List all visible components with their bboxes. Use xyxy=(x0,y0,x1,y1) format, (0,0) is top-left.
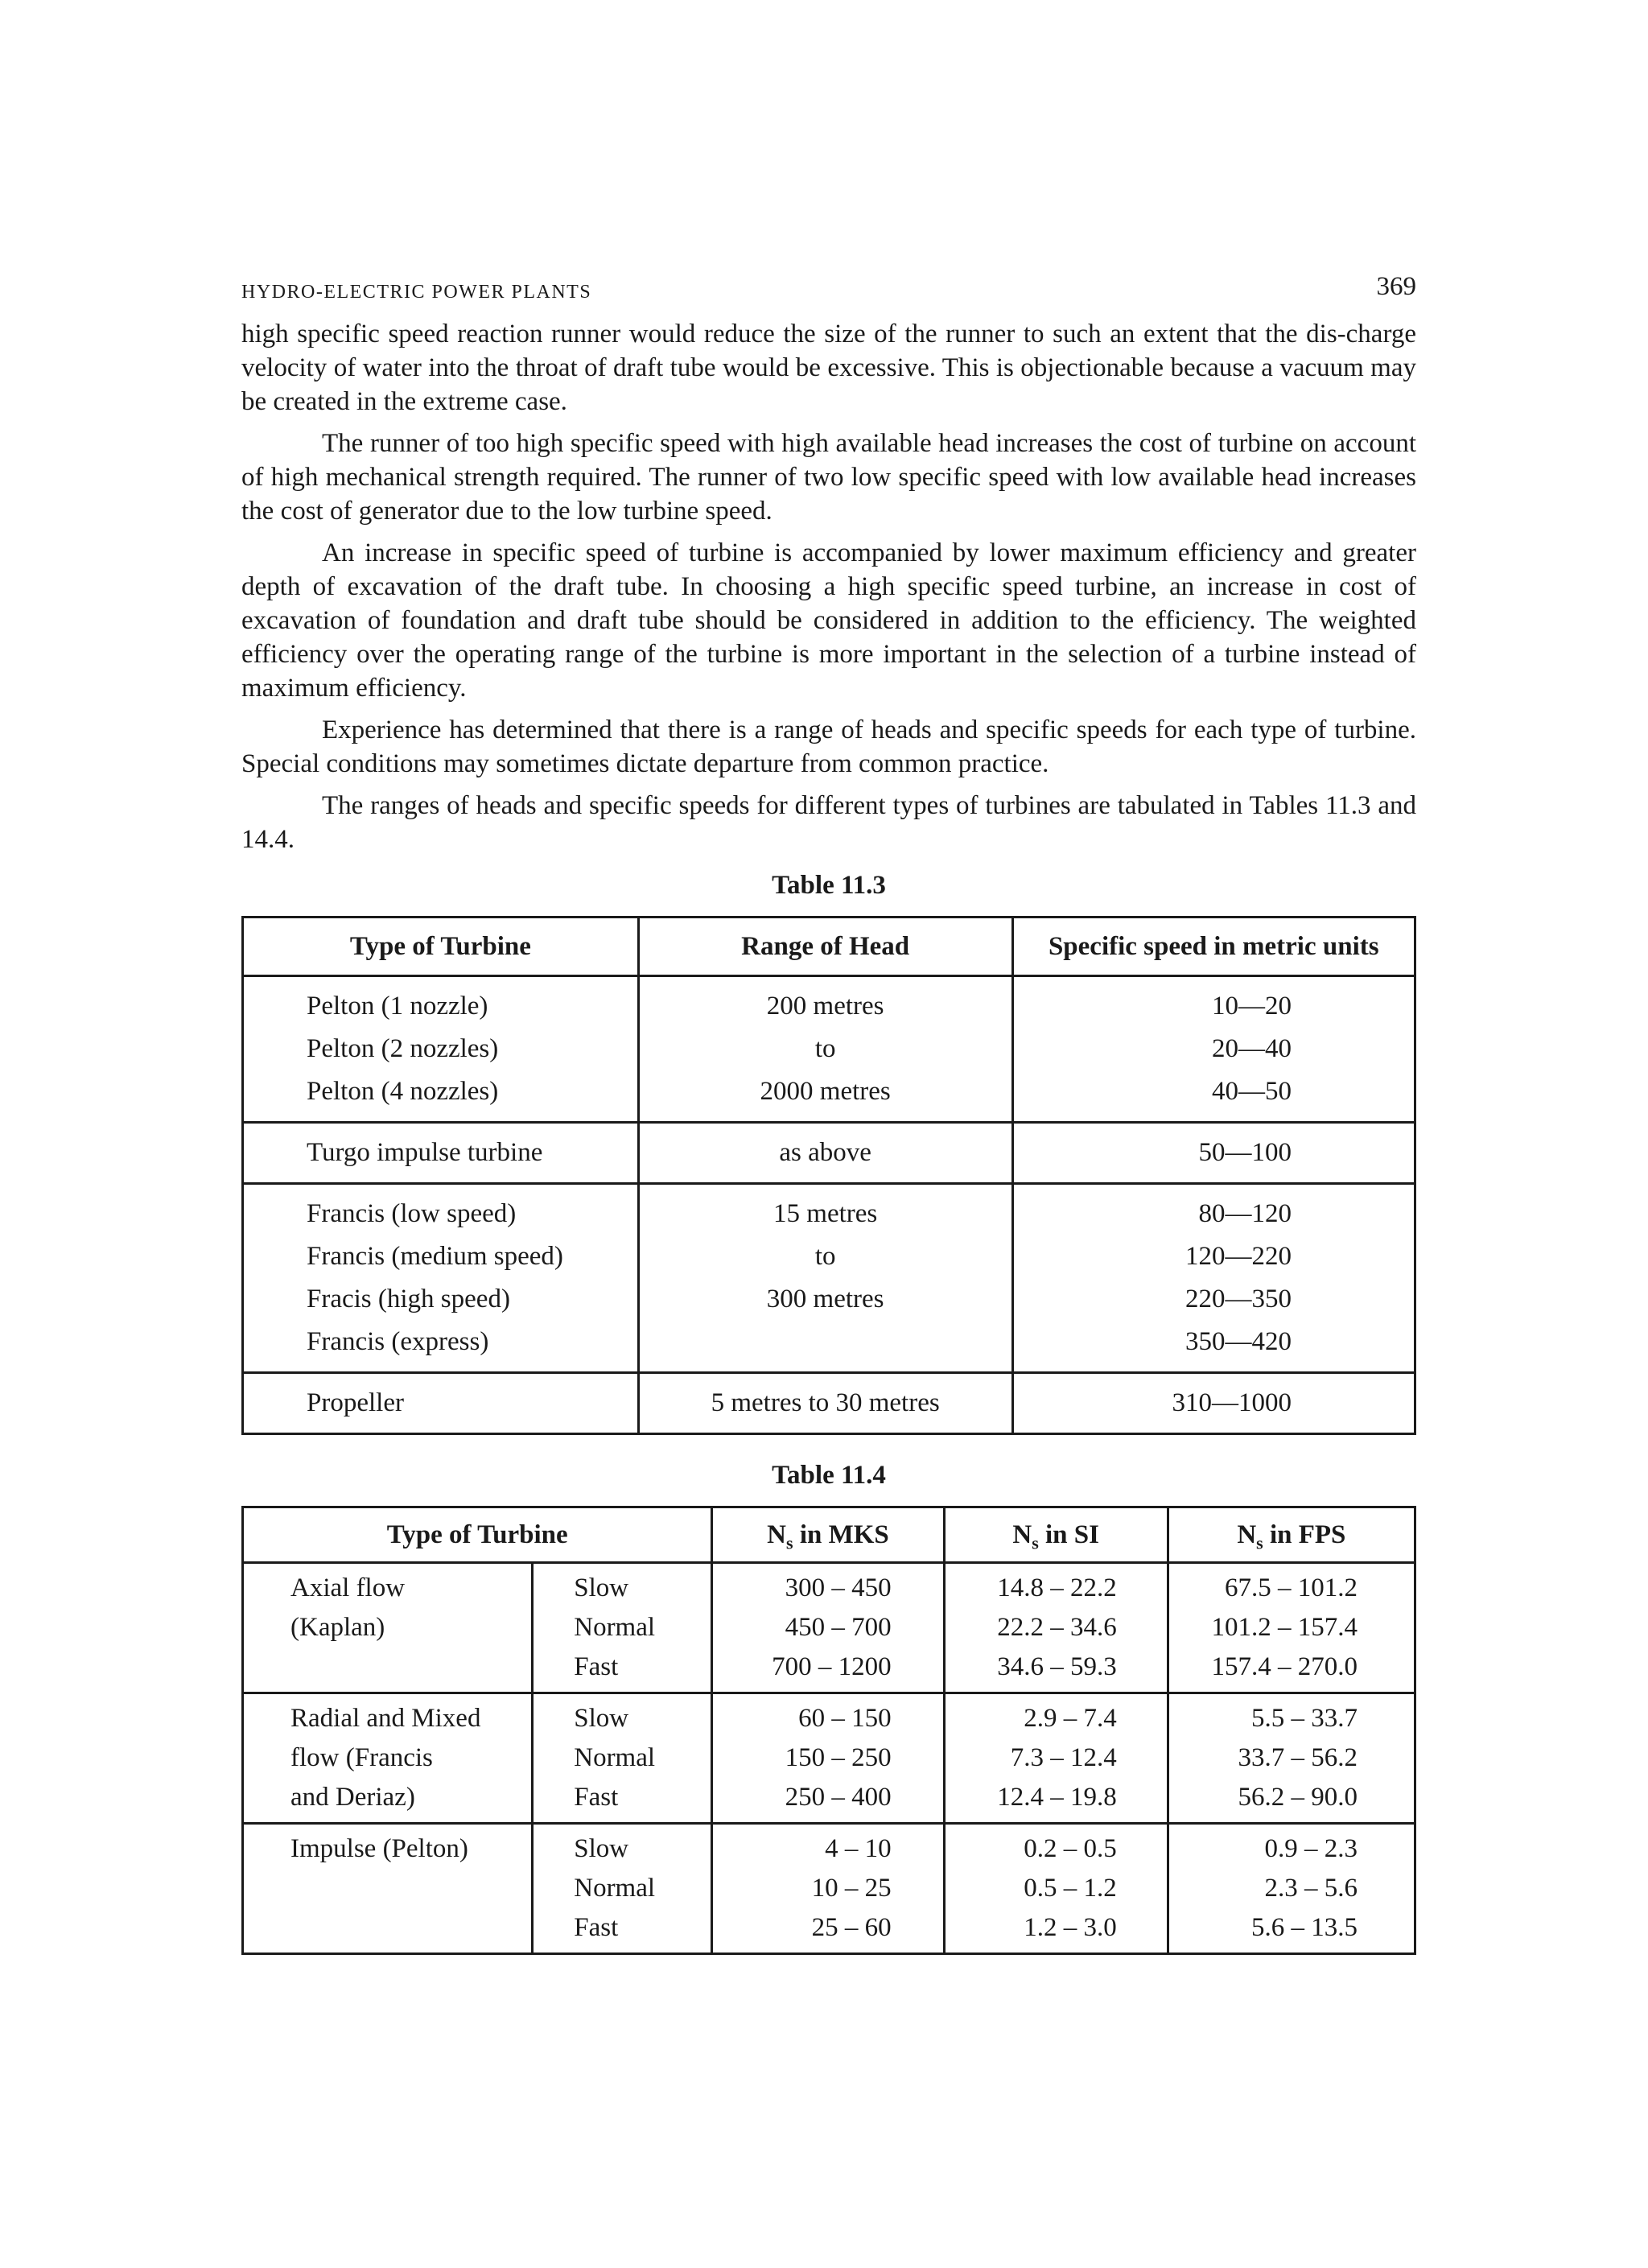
cell-line: Francis (express) xyxy=(307,1327,489,1356)
cell-line: 200 metres xyxy=(766,992,884,1021)
table-11-4-caption: Table 11.4 xyxy=(772,1461,886,1490)
table-row xyxy=(243,1184,1415,1373)
ns-symbol: N xyxy=(1012,1520,1032,1549)
table-11-3-caption: Table 11.3 xyxy=(772,871,886,900)
speed-cell xyxy=(1012,976,1415,1123)
table-11-4 xyxy=(241,1506,1416,1955)
cell-line: 220—350 xyxy=(1185,1285,1292,1313)
cell-line: 80—120 xyxy=(1198,1199,1292,1228)
speed-cell xyxy=(1012,1123,1415,1184)
cell-line: Slow xyxy=(574,1704,629,1733)
table-row xyxy=(243,976,1415,1123)
column-header-fps xyxy=(1168,1507,1415,1563)
column-header-mks xyxy=(712,1507,944,1563)
speed-class-cell xyxy=(533,1693,712,1824)
page-number: 369 xyxy=(1376,272,1416,301)
cell-line: 0.9 – 2.3 xyxy=(1264,1834,1358,1863)
cell-line: 150 – 250 xyxy=(785,1743,892,1772)
cell-line: to xyxy=(814,1034,836,1063)
ns-subscript: s xyxy=(1032,1532,1039,1553)
table-row xyxy=(243,1563,1415,1693)
cell-line: 50—100 xyxy=(1198,1138,1292,1167)
cell-line: Impulse (Pelton) xyxy=(290,1834,468,1863)
cell-line: 120—220 xyxy=(1185,1242,1292,1271)
cell-line: 1.2 – 3.0 xyxy=(1024,1913,1117,1942)
ns-mks-cell xyxy=(712,1563,944,1693)
cell-line: 300 – 450 xyxy=(785,1573,892,1602)
table-row xyxy=(243,1824,1415,1954)
paragraph: The runner of too high specific speed with high available head increases the cost of turbine on account of high mechanical strength required. The runner of two low specific speed with low available head increases the cost of generator due to the low turbine speed. xyxy=(241,429,1416,526)
cell-line xyxy=(290,1647,531,1687)
cell-line: Fracis (high speed) xyxy=(307,1285,510,1313)
column-header-type: Type of Turbine xyxy=(243,1507,712,1563)
cell-line: 12.4 – 19.8 xyxy=(997,1783,1117,1812)
cell-line: 5.6 – 13.5 xyxy=(1251,1913,1358,1942)
cell-line: 2.9 – 7.4 xyxy=(1024,1704,1117,1733)
cell-line: Pelton (4 nozzles) xyxy=(307,1077,499,1106)
cell-line: 20—40 xyxy=(1212,1034,1292,1063)
ns-symbol: N xyxy=(1237,1520,1257,1549)
ns-subscript: s xyxy=(786,1532,793,1553)
cell-line: Pelton (1 nozzle) xyxy=(307,992,488,1021)
cell-line: 300 metres xyxy=(766,1285,884,1313)
cell-line: Francis (low speed) xyxy=(307,1199,517,1228)
cell-line: 60 – 150 xyxy=(798,1704,892,1733)
type-cell xyxy=(243,1123,639,1184)
cell-line: Radial and Mixed xyxy=(290,1704,481,1733)
cell-line: Propeller xyxy=(307,1388,404,1417)
table-header-row xyxy=(243,918,1415,976)
turbine-type-cell xyxy=(243,1693,533,1824)
head-cell xyxy=(638,1373,1012,1434)
cell-line: 67.5 – 101.2 xyxy=(1225,1573,1358,1602)
cell-line: 2.3 – 5.6 xyxy=(1264,1874,1358,1903)
speed-class-cell xyxy=(533,1824,712,1954)
paragraph: Experience has determined that there is a range of heads and specific speeds for each type of turbine. Special conditions may sometimes dictate departure from common practice. xyxy=(241,715,1416,778)
cell-line: Normal xyxy=(574,1613,656,1642)
column-header: Type of Turbine xyxy=(243,918,639,976)
cell-line: Pelton (2 nozzles) xyxy=(307,1034,499,1063)
table-row xyxy=(243,1123,1415,1184)
cell-line: Axial flow xyxy=(290,1573,406,1602)
table-header-row xyxy=(243,1507,1415,1563)
head-cell xyxy=(638,976,1012,1123)
cell-line: 101.2 – 157.4 xyxy=(1211,1613,1358,1642)
turbine-type-cell xyxy=(243,1563,533,1693)
running-title: HYDRO-ELECTRIC POWER PLANTS xyxy=(241,282,592,303)
cell-line: flow (Francis xyxy=(290,1743,433,1772)
speed-cell xyxy=(1012,1373,1415,1434)
paragraph: high specific speed reaction runner would reduce the size of the runner to such an extent that the dis-charge velocity of water into the throat of draft tube would be excessive. This is objectionable because a vacuum may be created in the extreme case. xyxy=(241,320,1416,416)
table-row xyxy=(243,1693,1415,1824)
book-page xyxy=(241,272,1416,1955)
cell-line: Fast xyxy=(574,1913,619,1942)
ns-si-cell xyxy=(944,1563,1168,1693)
cell-line: Normal xyxy=(574,1874,656,1903)
cell-line xyxy=(640,1321,1011,1363)
cell-line: 25 – 60 xyxy=(811,1913,892,1942)
table-row xyxy=(243,1373,1415,1434)
head-cell xyxy=(638,1123,1012,1184)
ns-mks-cell xyxy=(712,1693,944,1824)
unit-label: in MKS xyxy=(793,1520,889,1549)
head-cell xyxy=(638,1184,1012,1373)
cell-line: as above xyxy=(779,1138,871,1167)
cell-line: 40—50 xyxy=(1212,1077,1292,1106)
cell-line xyxy=(290,1869,531,1908)
cell-line xyxy=(290,1908,531,1948)
body-text xyxy=(241,317,1416,856)
cell-line: 0.5 – 1.2 xyxy=(1024,1874,1117,1903)
table-11-3 xyxy=(241,916,1416,1435)
cell-line: 14.8 – 22.2 xyxy=(997,1573,1117,1602)
unit-label: in FPS xyxy=(1263,1520,1346,1549)
cell-line: Slow xyxy=(574,1834,629,1863)
ns-si-cell xyxy=(944,1824,1168,1954)
cell-line: 2000 metres xyxy=(760,1077,891,1106)
cell-line: 450 – 700 xyxy=(785,1613,892,1642)
cell-line: 0.2 – 0.5 xyxy=(1024,1834,1117,1863)
cell-line: 5.5 – 33.7 xyxy=(1251,1704,1358,1733)
cell-line: 250 – 400 xyxy=(785,1783,892,1812)
cell-line: 33.7 – 56.2 xyxy=(1238,1743,1358,1772)
paragraph: The ranges of heads and specific speeds for different types of turbines are tabulated in Tables 11.3 and 14.4. xyxy=(241,791,1416,854)
type-cell xyxy=(243,1184,639,1373)
type-cell xyxy=(243,976,639,1123)
cell-line: and Deriaz) xyxy=(290,1783,415,1812)
ns-fps-cell xyxy=(1168,1824,1415,1954)
column-header-si xyxy=(944,1507,1168,1563)
ns-mks-cell xyxy=(712,1824,944,1954)
cell-line: to xyxy=(814,1242,836,1271)
speed-class-cell xyxy=(533,1563,712,1693)
cell-line: 22.2 – 34.6 xyxy=(997,1613,1117,1642)
cell-line: 5 metres to 30 metres xyxy=(711,1388,940,1417)
cell-line: 56.2 – 90.0 xyxy=(1238,1783,1358,1812)
ns-fps-cell xyxy=(1168,1563,1415,1693)
cell-line: 34.6 – 59.3 xyxy=(997,1652,1117,1681)
unit-label: in SI xyxy=(1038,1520,1099,1549)
cell-line: 4 – 10 xyxy=(825,1834,892,1863)
cell-line: Fast xyxy=(574,1783,619,1812)
cell-line: 10 – 25 xyxy=(811,1874,892,1903)
cell-line: 350—420 xyxy=(1185,1327,1292,1356)
cell-line: Turgo impulse turbine xyxy=(307,1138,543,1167)
cell-line: 700 – 1200 xyxy=(772,1652,892,1681)
paragraph: An increase in specific speed of turbine is accompanied by lower maximum efficiency and greater depth of excavation of the draft tube. In choosing a high specific speed turbine, an increase in cost of excavation of foundation and draft tube should be considered in addition to the efficiency. The weighted efficiency over the operating range of the turbine is more important in the selection of a turbine instead of maximum efficiency. xyxy=(241,538,1416,703)
cell-line: 10—20 xyxy=(1212,992,1292,1021)
cell-line: 157.4 – 270.0 xyxy=(1211,1652,1358,1681)
ns-fps-cell xyxy=(1168,1693,1415,1824)
cell-line: Francis (medium speed) xyxy=(307,1242,563,1271)
cell-line: Fast xyxy=(574,1652,619,1681)
turbine-type-cell xyxy=(243,1824,533,1954)
type-cell xyxy=(243,1373,639,1434)
running-head xyxy=(241,272,1416,317)
ns-subscript: s xyxy=(1256,1532,1263,1553)
column-header: Range of Head xyxy=(638,918,1012,976)
cell-line: 7.3 – 12.4 xyxy=(1010,1743,1117,1772)
ns-si-cell xyxy=(944,1693,1168,1824)
cell-line: Normal xyxy=(574,1743,656,1772)
ns-symbol: N xyxy=(767,1520,786,1549)
column-header: Specific speed in metric units xyxy=(1012,918,1415,976)
cell-line: 15 metres xyxy=(773,1199,878,1228)
cell-line: (Kaplan) xyxy=(290,1613,385,1642)
cell-line: Slow xyxy=(574,1573,629,1602)
speed-cell xyxy=(1012,1184,1415,1373)
cell-line: 310—1000 xyxy=(1172,1388,1292,1417)
